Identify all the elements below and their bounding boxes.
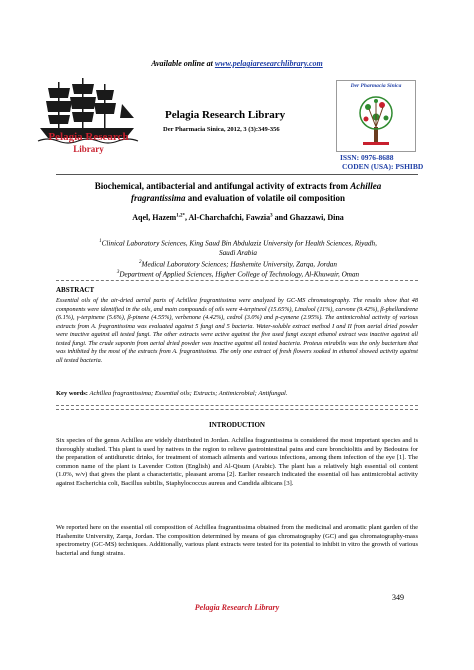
divider-2 — [56, 405, 418, 406]
available-prefix: Available online at — [151, 59, 215, 68]
journal-citation: Der Pharmacia Sinica, 2012, 3 (3):349-356 — [163, 126, 280, 133]
issn: ISSN: 0976-8688 — [340, 153, 394, 162]
intro-paragraph-2: We reported here on the essential oil composition of Achillea fragrantissima obtained from the medicinal and aromatic plant garden of the Hashemite University, Zarqa, Jordan. The composition determined by means of gas chromatography (GC) and gas chromatography-mass spectrometry (GC-MS) techniques. Additionally, various plant extracts were tested for its potential to inhibit in vitro the growth of various bacterial and fungi strains. — [56, 524, 418, 557]
tree-icon — [349, 93, 403, 147]
library-name: Pelagia Research Library — [165, 109, 286, 121]
tree-logo-label: Der Pharmacia Sinica — [350, 83, 402, 89]
title-line-1: Biochemical, antibacterial and antifungal activity of extracts from Achillea — [94, 181, 382, 191]
divider-1 — [56, 280, 418, 281]
logo-text-library: Library — [73, 144, 104, 154]
footer-library: Pelagia Research Library — [194, 603, 280, 612]
introduction-heading: INTRODUCTION — [208, 421, 265, 429]
abstract-text: Essential oils of the air-dried aerial parts of Achillea fragrantissima were analyzed by GC-MS chromatography. The results show that 48 components were identified in the oils, and main compounds of oils were 4-terpineol (15.65%), Linalool (11%), carvone (9.42%), β-phellandrene (6.1%), γ-terpinene (5.6%), β-pinene (4.55%), verbenone (4.42%), cedrol (3.0%) and p-cymene (2.95%). The antimicrobial activity of various extracts from A. fragrantissima was evaluated against 5 fungi and 5 bacteria. Water-soluble extract method I and II from aerial dried powder were inactive against all tested fungi. The other extracts were active against the five used fungi except ethanol extract was inactive against all tested fungi. The crude saponin from aerial dried powder was inactive against all tested bacteria. Proteus mirabilis was the only bacterium that was inhibited by the most of the extracts from A. fragrantissima. The only one extract of fresh flowers soaked in ethanol showed activity against all tested bacteria. — [56, 297, 418, 364]
authors: Aqel, Hazem$^{1,2*}$, Al-Charchafchi, Fawzia$^3$ and Ghazzawi, Dina — [132, 213, 344, 222]
logo-text: Pelagia Research — [48, 131, 129, 143]
header-rule — [56, 174, 418, 175]
affiliation-2: $^2$Medical Laboratory Sciences; Hashemite University, Zarqa, Jordan — [139, 260, 337, 269]
divider-3 — [56, 409, 418, 410]
title-line-2: fragrantissima and evaluation of volatile oil composition — [130, 192, 346, 203]
abstract-heading: ABSTRACT — [56, 286, 95, 294]
library-url-link[interactable]: www.pelagiaresearchlibrary.com — [214, 59, 323, 68]
journal-tree-logo — [336, 80, 416, 152]
article-title — [60, 181, 416, 204]
affiliation-1: $^1$Clinical Laboratory Sciences, King Saud Bin Abdulaziz University for Health Sciences, Riyadh, Saudi Arabia — [99, 239, 377, 258]
keywords — [56, 390, 418, 397]
availability-line — [0, 59, 474, 68]
keywords-text: Achillea fragrantissima; Essential oils; Extracts; Antimicrobial; Antifungal. — [87, 390, 288, 397]
coden: CODEN (USA): PSHIBD — [342, 162, 424, 171]
keywords-label: Key words: — [56, 390, 88, 397]
page-number: 349 — [392, 593, 404, 602]
affiliation-3: $^3$Department of Applied Sciences, Higher College of Technology, Al-Khuwair, Oman — [116, 270, 360, 279]
intro-paragraph-1: Six species of the genus Achillea are widely distributed in Jordan. Achillea fragrantissima is considered the most important species and is thoroughly studied. This plant is used by natives in the region to relieve gastrointestinal pains and cure bronchiolitis and by Bedouins for the preparation of antidiuretic drinks, for treatment of stomach ailments and various infections, among them infection of the eye [1]. The common name of the plant is Lavender Cotton (English) and Al-Qisum (Arabic). The plant has a relatively high essential oil content (1.0%, w/v) that gives the plant a characteristic, pleasant aroma [2]. Earlier research indicated the essential oil has antimicrobial activity against Escherichia coli, Bacillus subtilis, Staphylococcus aureus and Candida albicans [3]. — [56, 437, 418, 487]
